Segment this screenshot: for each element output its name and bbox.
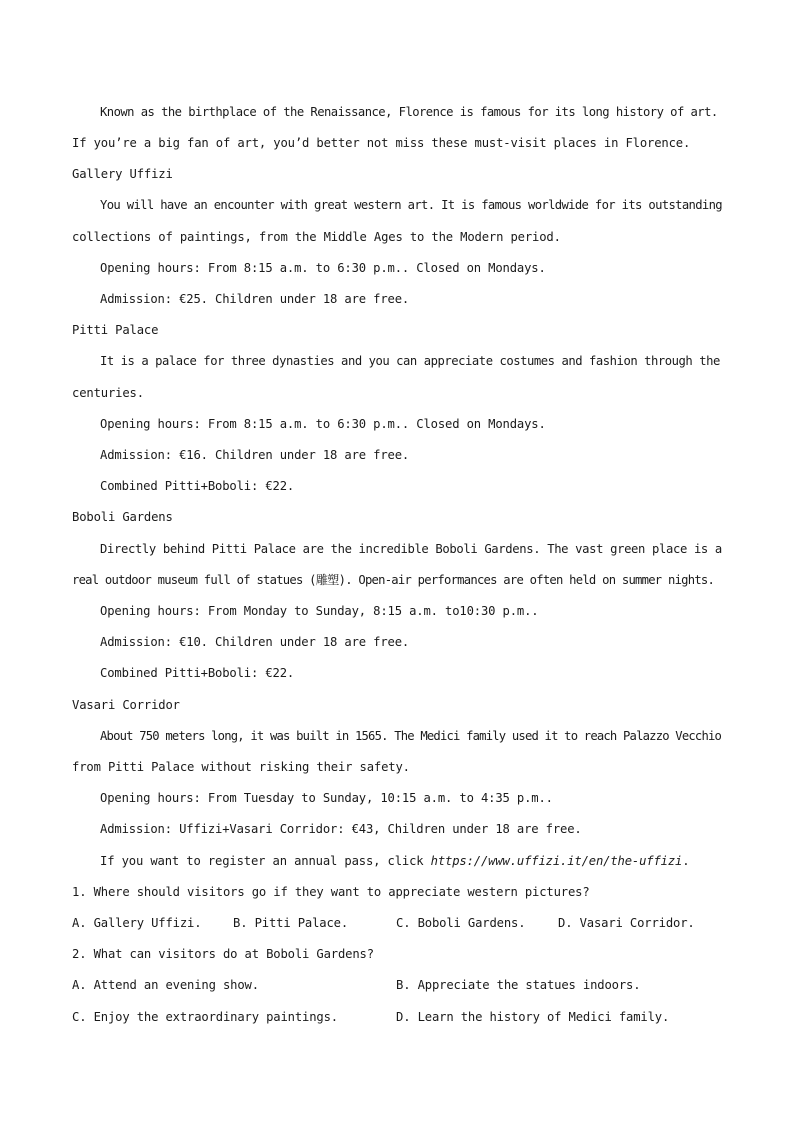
vasari-hours: Opening hours: From Tuesday to Sunday, 10:15 a.m. to 4:35 p.m.. (100, 791, 553, 805)
question-2-stem: 2. What can visitors do at Boboli Gardens? (72, 947, 374, 961)
pitti-admission: Admission: €16. Children under 18 are free. (100, 448, 410, 462)
question-1-option-a: A. Gallery Uffizi. (72, 916, 202, 930)
question-2-option-a: A. Attend an evening show. (72, 978, 259, 992)
question-1-option-b: B. Pitti Palace. (233, 916, 348, 930)
question-1-stem: 1. Where should visitors go if they want to appreciate western pictures? (72, 885, 590, 899)
intro-line-1: Known as the birthplace of the Renaissance, Florence is famous for its long history of art. (100, 105, 718, 119)
boboli-hours: Opening hours: From Monday to Sunday, 8:15 a.m. to10:30 p.m.. (100, 604, 539, 618)
section-heading-uffizi: Gallery Uffizi (72, 167, 173, 181)
question-2-option-d: D. Learn the history of Medici family. (396, 1010, 670, 1024)
question-2-option-b: B. Appreciate the statues indoors. (396, 978, 641, 992)
vasari-admission: Admission: Uffizi+Vasari Corridor: €43, Children under 18 are free. (100, 822, 582, 836)
boboli-admission: Admission: €10. Children under 18 are free. (100, 635, 410, 649)
section-heading-pitti: Pitti Palace (72, 323, 159, 337)
pitti-desc-2: centuries. (72, 386, 144, 400)
annual-pass-line (100, 853, 689, 869)
vasari-desc-1: About 750 meters long, it was built in 1565. The Medici family used it to reach Palazzo Vecchio (100, 729, 722, 743)
annual-pass-text: If you want to register an annual pass, click (100, 854, 431, 868)
question-2-option-c: C. Enjoy the extraordinary paintings. (72, 1010, 338, 1024)
uffizi-admission: Admission: €25. Children under 18 are free. (100, 292, 410, 306)
pitti-combined: Combined Pitti+Boboli: €22. (100, 479, 295, 493)
vasari-desc-2: from Pitti Palace without risking their safety. (72, 760, 410, 774)
boboli-combined: Combined Pitti+Boboli: €22. (100, 666, 295, 680)
uffizi-hours: Opening hours: From 8:15 a.m. to 6:30 p.m.. Closed on Mondays. (100, 261, 546, 275)
intro-line-2: If you’re a big fan of art, you’d better not miss these must-visit places in Florence. (72, 136, 691, 150)
pitti-hours: Opening hours: From 8:15 a.m. to 6:30 p.m.. Closed on Mondays. (100, 417, 546, 431)
uffizi-desc-1: You will have an encounter with great western art. It is famous worldwide for its outstanding (100, 198, 722, 212)
pitti-desc-1: It is a palace for three dynasties and you can appreciate costumes and fashion through the (100, 354, 720, 368)
boboli-desc-1: Directly behind Pitti Palace are the incredible Boboli Gardens. The vast green place is a (100, 542, 722, 556)
section-heading-boboli: Boboli Gardens (72, 510, 173, 524)
uffizi-desc-2: collections of paintings, from the Middle Ages to the Modern period. (72, 230, 561, 244)
section-heading-vasari: Vasari Corridor (72, 698, 180, 712)
boboli-desc-2: real outdoor museum full of statues (雕塑). Open-air performances are often held on summer nights. (72, 573, 715, 587)
question-1-option-d: D. Vasari Corridor. (558, 916, 695, 930)
annual-pass-end: . (682, 854, 690, 868)
annual-pass-link[interactable]: https://www.uffizi.it/en/the-uffizi (430, 854, 683, 868)
question-1-option-c: C. Boboli Gardens. (396, 916, 526, 930)
